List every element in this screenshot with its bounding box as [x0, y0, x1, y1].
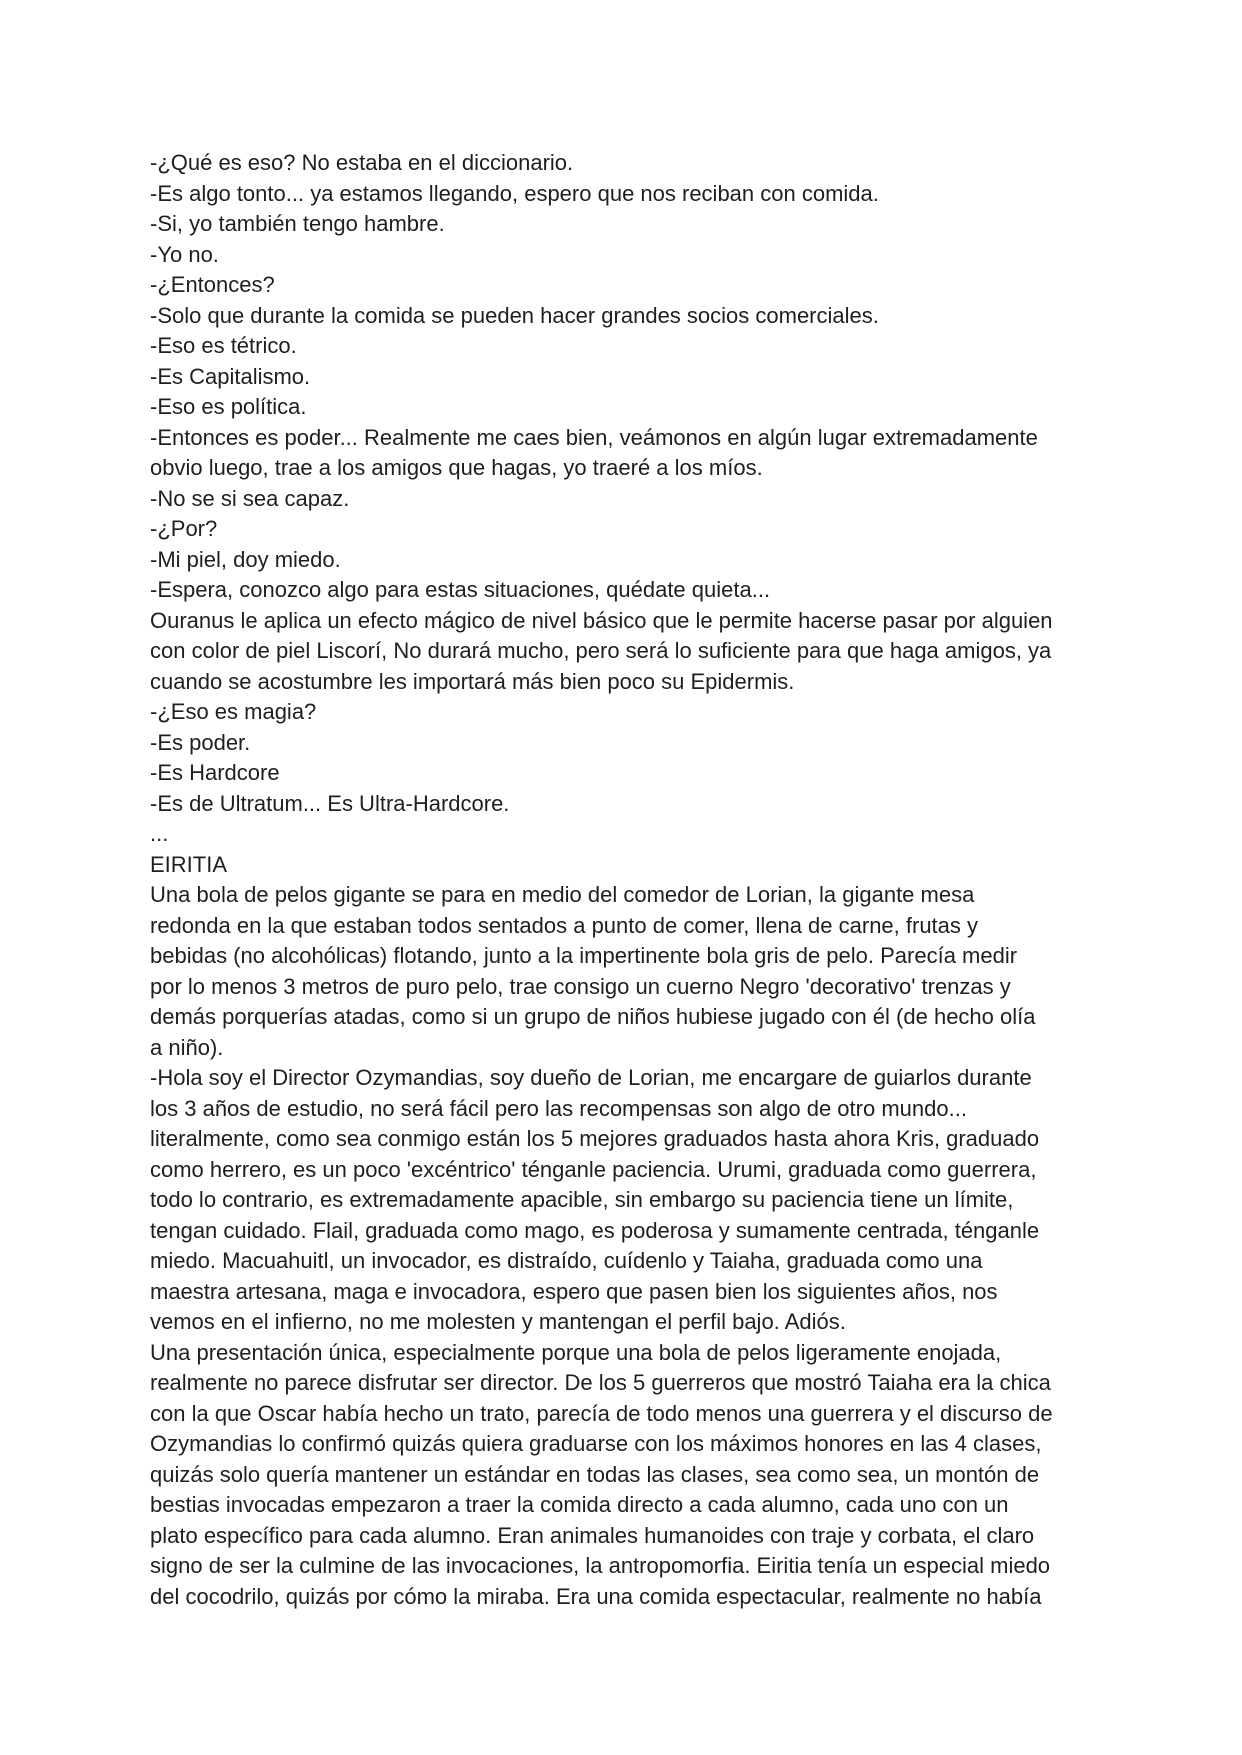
text-line: como herrero, es un poco 'excéntrico' ténganle paciencia. Urumi, graduada como guerrera,: [150, 1156, 1037, 1182]
text-line: signo de ser la culmine de las invocaciones, la antropomorfia. Eiritia tenía un especial miedo: [150, 1553, 1051, 1578]
text-line: -Es poder.: [150, 729, 251, 755]
text-line: -Solo que durante la comida se pueden hacer grandes socios comerciales.: [150, 302, 879, 328]
text-line: -¿Qué es eso? No estaba en el diccionario.: [150, 150, 574, 175]
text-line: -Si, yo también tengo hambre.: [150, 211, 445, 236]
text-line: con color de piel Liscorí, No durará mucho, pero será lo suficiente para que haga amigos, ya: [150, 638, 1052, 663]
text-line: literalmente, como sea conmigo están los 5 mejores graduados hasta ahora Kris, graduado: [150, 1126, 1040, 1151]
text-line: Una bola de pelos gigante se para en medio del comedor de Lorian, la gigante mesa: [150, 882, 975, 907]
text-line: por lo menos 3 metros de puro pelo, trae consigo un cuerno Negro 'decorativo' trenzas y: [150, 973, 1011, 999]
text-line: los 3 años de estudio, no será fácil pero las recompensas son algo de otro mundo...: [150, 1095, 967, 1121]
text-line: -Espera, conozco algo para estas situaciones, quédate quieta...: [150, 577, 771, 602]
text-line: demás porquerías atadas, como si un grupo de niños hubiese jugado con él (de hecho olía: [150, 1004, 1036, 1029]
document-body: [150, 148, 1100, 1612]
text-line: maestra artesana, maga e invocadora, espero que pasen bien los siguientes años, nos: [150, 1278, 998, 1304]
text-line: -Es Hardcore: [150, 760, 280, 785]
text-line: obvio luego, trae a los amigos que hagas, yo traeré a los míos.: [150, 455, 763, 480]
text-line: -Es Capitalismo.: [150, 363, 311, 389]
text-line: -Yo no.: [150, 241, 219, 267]
text-line: -Es de Ultratum... Es Ultra-Hardcore.: [150, 790, 510, 816]
text-line: bestias invocadas empezaron a traer la comida directo a cada alumno, cada uno con un: [150, 1492, 1009, 1517]
text-line: -Eso es política.: [150, 394, 307, 419]
text-line: -Entonces es poder... Realmente me caes bien, veámonos en algún lugar extremadamente: [150, 424, 1038, 450]
text-line: miedo. Macuahuitl, un invocador, es distraído, cuídenlo y Taiaha, graduada como una: [150, 1248, 983, 1273]
text-line: cuando se acostumbre les importará más bien poco su Epidermis.: [150, 668, 795, 694]
text-line: a niño).: [150, 1034, 224, 1060]
text-line: plato específico para cada alumno. Eran animales humanoides con traje y corbata, el claro: [150, 1522, 1035, 1548]
text-line: realmente no parece disfrutar ser director. De los 5 guerreros que mostró Taiaha era la chica: [150, 1370, 1051, 1395]
text-line: redonda en la que estaban todos sentados a punto de comer, llena de carne, frutas y: [150, 912, 979, 938]
text-line: -Hola soy el Director Ozymandias, soy dueño de Lorian, me encargare de guiarlos durante: [150, 1065, 1032, 1090]
text-line: del cocodrilo, quizás por cómo la miraba. Era una comida espectacular, realmente no había: [150, 1583, 1042, 1609]
text-line: todo lo contrario, es extremadamente apacible, sin embargo su paciencia tiene un límite,: [150, 1187, 1014, 1212]
text-line: -No se si sea capaz.: [150, 485, 350, 511]
text-line: ...: [150, 821, 169, 846]
text-line: tengan cuidado. Flail, graduada como mago, es poderosa y sumamente centrada, ténganle: [150, 1217, 1040, 1243]
text-line: Ozymandias lo confirmó quizás quiera graduarse con los máximos honores en las 4 clases,: [150, 1431, 1042, 1456]
text-line: Una presentación única, especialmente porque una bola de pelos ligeramente enojada,: [150, 1339, 1002, 1365]
text-line: -¿Eso es magia?: [150, 699, 317, 724]
text-line: Ouranus le aplica un efecto mágico de nivel básico que le permite hacerse pasar por alguien: [150, 607, 1053, 633]
text-line: quizás solo quería mantener un estándar en todas las clases, sea como sea, un montón de: [150, 1461, 1040, 1487]
section-heading: EIRITIA: [150, 851, 228, 877]
text-line: -Es algo tonto... ya estamos llegando, espero que nos reciban con comida.: [150, 180, 879, 206]
text-line: -Eso es tétrico.: [150, 333, 297, 358]
text-line: bebidas (no alcohólicas) flotando, junto a la impertinente bola gris de pelo. Parecía medir: [150, 943, 1018, 968]
text-line: vemos en el infierno, no me molesten y mantengan el perfil bajo. Adiós.: [150, 1309, 846, 1334]
text-line: con la que Oscar había hecho un trato, parecía de todo menos una guerrera y el discurso de: [150, 1400, 1053, 1426]
text-line: -Mi piel, doy miedo.: [150, 546, 341, 572]
text-line: -¿Por?: [150, 516, 218, 541]
text-line: -¿Entonces?: [150, 272, 275, 297]
